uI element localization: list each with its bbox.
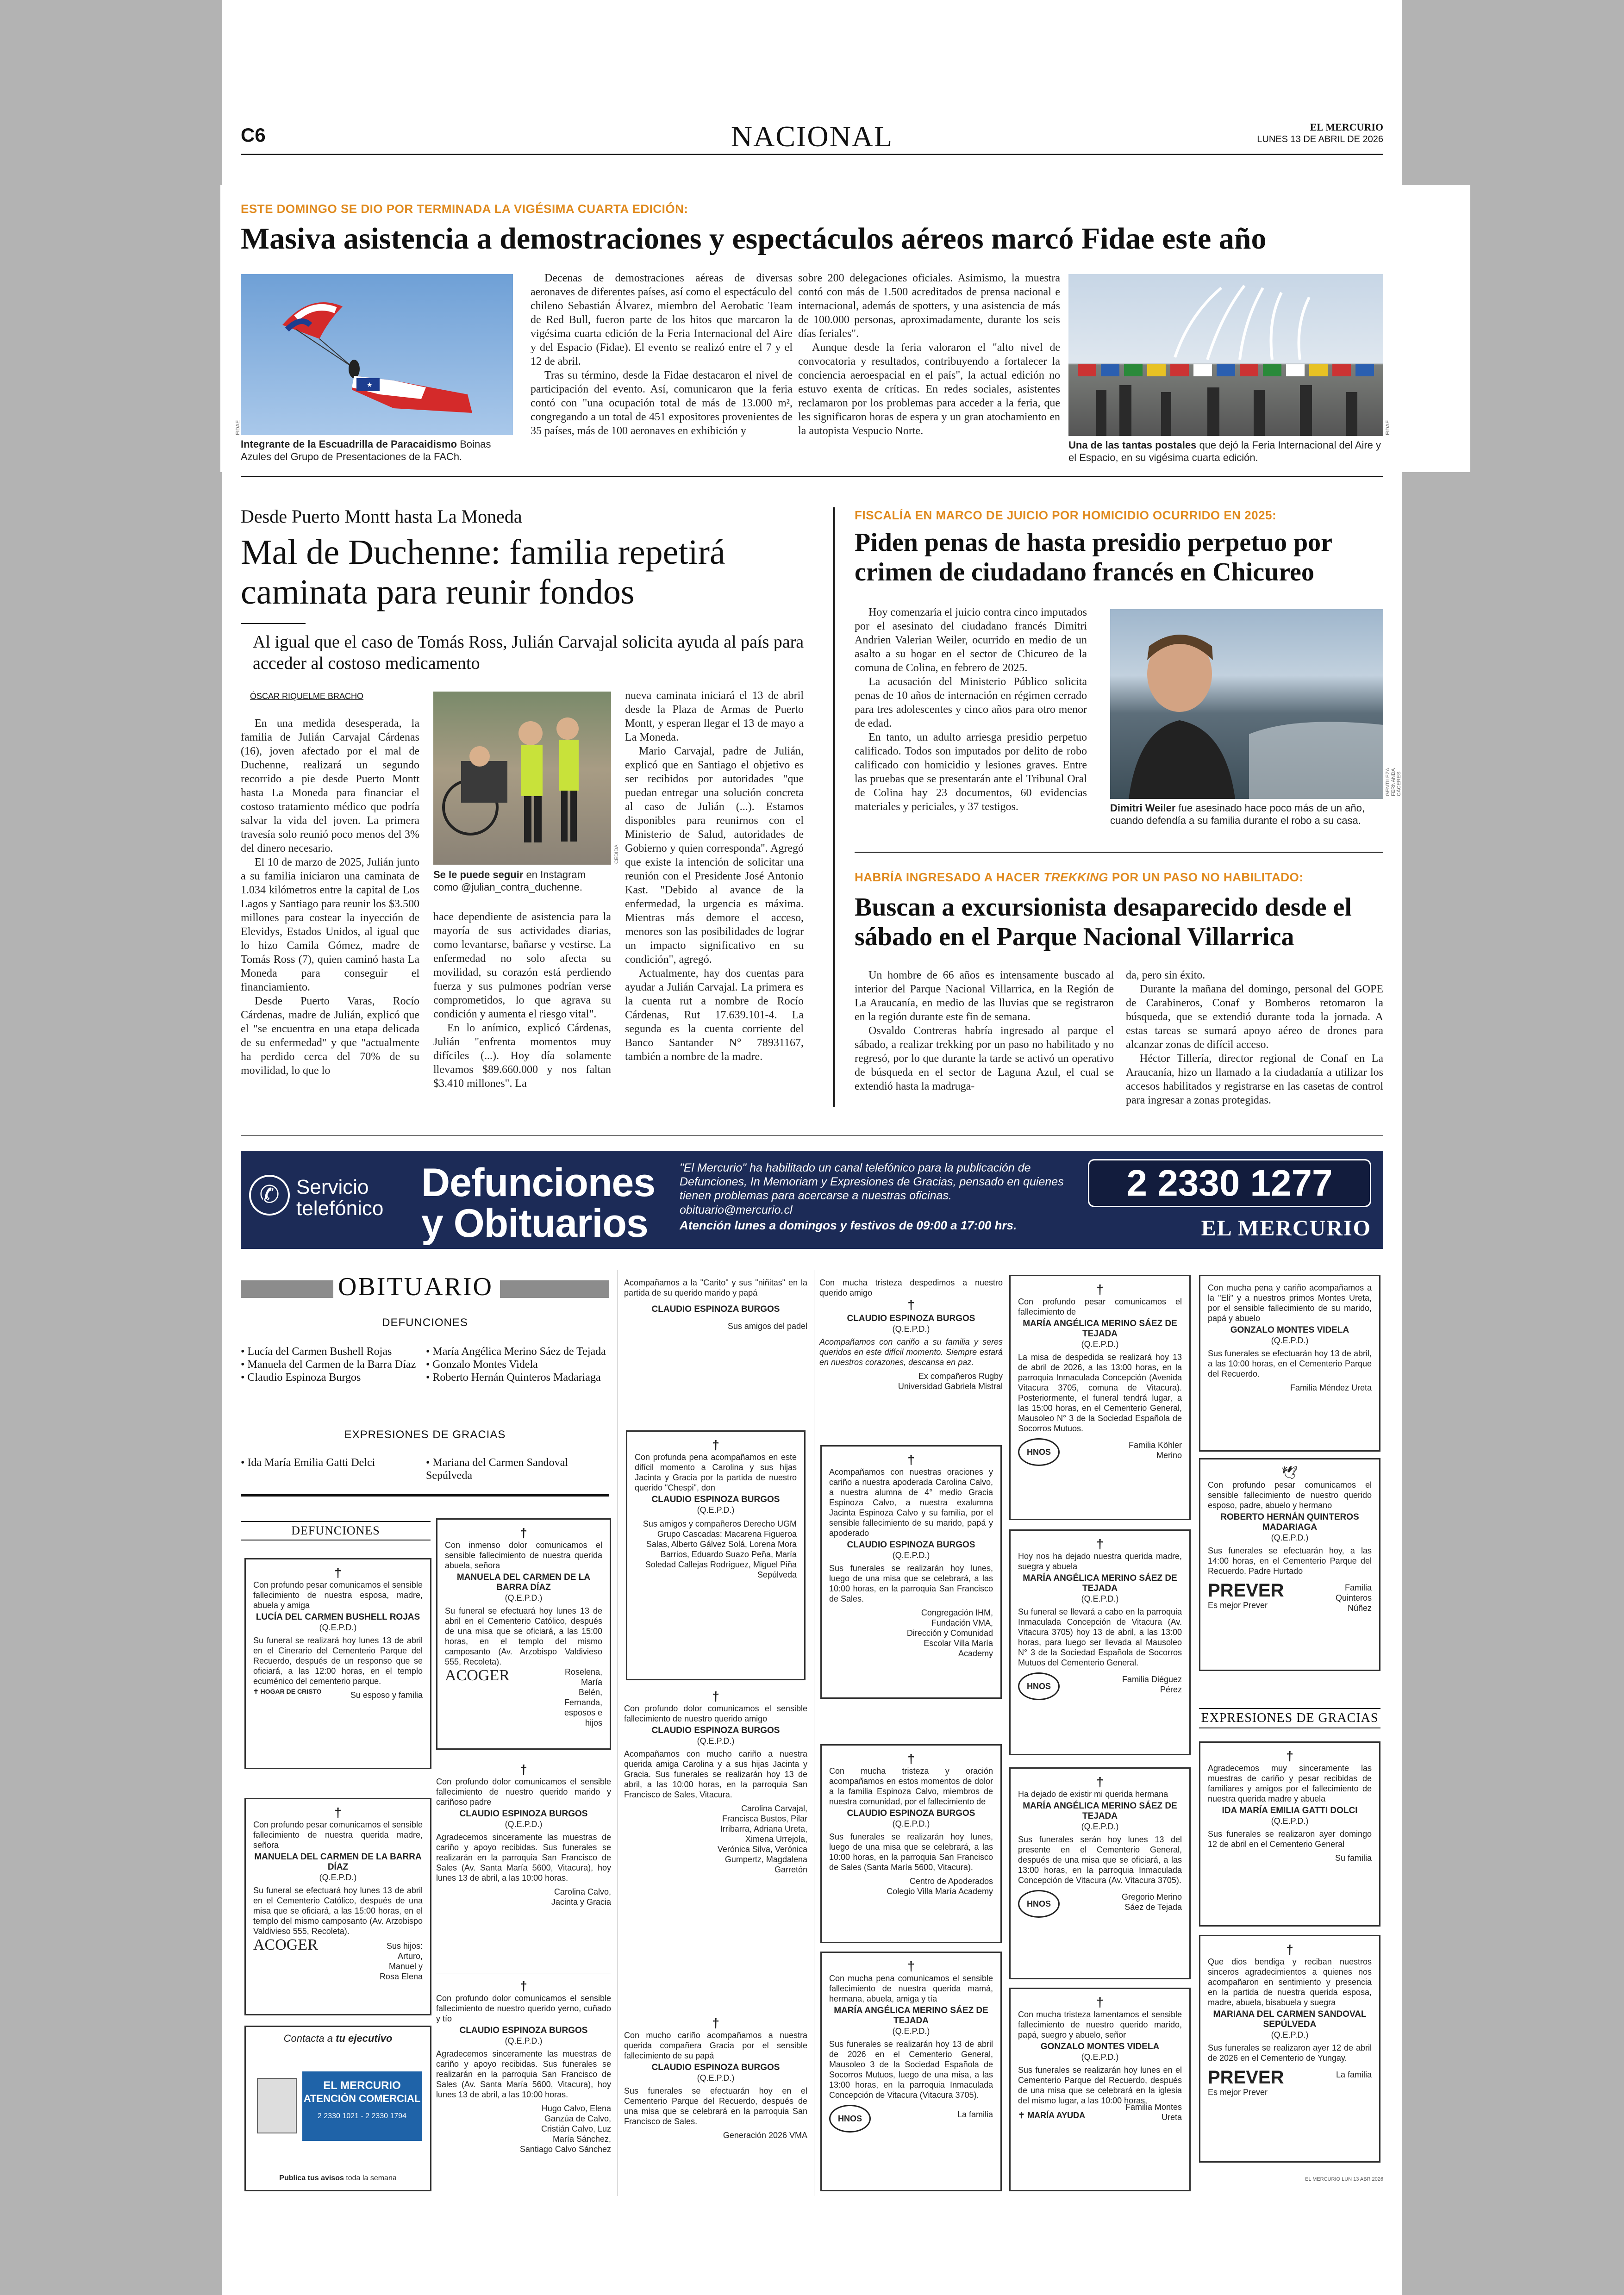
duchenne-col1 (241, 717, 419, 1078)
notice-intro: Acompañamos con nuestras oraciones y cariño a nuestra apoderada Carolina Calvo, a nuestra alumna de 4° medio Gracia Espinoza Calvo, a nuestra exalumna Jacinta Espinoza Calvo y su familia, por el sensible fallecimiento de su marido, papá y apoderado (829, 1467, 993, 1538)
duchenne-kicker: Desde Puerto Montt hasta La Moneda (241, 506, 522, 527)
notice-details: Sus funerales se efectuarán hoy, a las 14:00 horas, en el Cementerio Parque del Recuerdo. Padre Hurtado (1208, 1546, 1372, 1576)
fidae-col2 (798, 271, 1060, 438)
chicureo-rule (855, 852, 1383, 853)
executive-phones: 2 2330 1021 - 2 2330 1794 (317, 2112, 407, 2120)
notice-qepd: (Q.E.P.D.) (697, 2073, 735, 2083)
notice-name: CLAUDIO ESPINOZA BURGOS (651, 1726, 780, 1735)
notice-name: GONZALO MONTES VIDELA (1230, 1325, 1349, 1335)
index-def-label: DEFUNCIONES (382, 1316, 468, 1329)
notice-qepd: (Q.E.P.D.) (892, 1324, 930, 1334)
chicureo-p1: Hoy comenzaría el juicio contra cinco imputados por el asesinato del ciudadano francés Dimitri Andrien Valerian Weiler, ocurrido en medio de un asalto a su hogar en el sector de Chicureo de la comuna de Colina, en febrero de 2025. (855, 606, 1087, 674)
weiler-caption-text: fue asesinado hace poco más de un año, cuando defendía a su familia durante el robo a su casa. (1110, 802, 1365, 826)
chicureo-kicker: FISCALÍA EN MARCO DE JUICIO POR HOMICIDIO OCURRIDO EN 2025: (855, 508, 1277, 522)
villarrica-p1: Un hombre de 66 años es intensamente buscado al interior del Parque Nacional Villarrica, en la Región de La Araucanía, en medio de las lluvias que se registraron en la región durante este fin de semana. (855, 969, 1114, 1023)
notice-intro: Ha dejado de existir mi querida hermana (1018, 1790, 1168, 1799)
duchenne-col2-p2: En lo anímico, explicó Cárdenas, Julián "enfrenta momentos muy difíciles (...). Hoy día solamente llevamos $89.660.000 y nos faltan $3.410 millones". La (433, 1022, 611, 1090)
notice-name: MARIANA DEL CARMEN SANDOVAL SEPÚLVEDA (1213, 2009, 1367, 2029)
notice-gonzalo-mendez (1199, 1275, 1380, 1452)
maria-ayuda-logo: ✝ MARÍA AYUDA (1018, 2111, 1086, 2120)
cross-icon: † (520, 1526, 527, 1540)
notice-intro: Acompañamos a la "Carito" y sus "niñitas" en la partida de su querido marido y papá (624, 1278, 807, 1297)
cross-icon: † (907, 1453, 915, 1467)
notice-qepd: (Q.E.P.D.) (1081, 1822, 1119, 1831)
notice-signature: Carolina Carvajal, Francisca Bustos, Pilar Irribarra, Adriana Ureta, Ximena Urrejola, Verónica Silva, Verónica Gumpertz, Magdalena Garretón (717, 1804, 807, 1874)
villarrica-col1 (855, 968, 1114, 1093)
portrait-illustration (1110, 609, 1383, 799)
chicureo-p3: En tanto, un adulto arriesga presidio perpetuo calificado. Todos son imputados por delito de robo calificado con homicidio y lesiones graves. Entre las pruebas que se presentarán ante el Tribunal Oral de Colina hay 23 documentos, 60 evidencias materiales y periciales, y 37 testigos. (855, 731, 1087, 813)
duchenne-col2-p1: hace dependiente de asistencia para la mayoría de sus actividades diarias, como levantarse, bañarse y vestirse. La enfermedad no solo afecta su movilidad, su corazón está perdiendo fuerza y sus pulmones podrían verse comprometidos, lo que agrava su condición y aumenta el riesgo vital". (433, 911, 611, 1020)
notice-manuela-hijos (244, 1798, 431, 2015)
notice-signature: Familia Montes Ureta (1125, 2102, 1182, 2122)
notice-name: MARÍA ANGÉLICA MERINO SÁEZ DE TEJADA (1023, 1801, 1177, 1821)
notice-intro: Con mucha tristeza y oración acompañamos en estos momentos de dolor a la familia Espinoza Calvo, miembros de nuestra comunidad, por el fallecimiento de (829, 1766, 993, 1806)
walk-caption-text: en Instagram como @julian_contra_duchenne. (433, 869, 586, 893)
executive-brand: EL MERCURIO (323, 2079, 401, 2092)
banner-service2: telefónico (296, 1197, 384, 1220)
notice-intro: Agradecemos muy sinceramente las muestras de cariño y pesar recibidas de familiares y amigos por el fallecimiento de nuestra querida madre y abuela (1208, 1764, 1372, 1803)
notice-qepd: (Q.E.P.D.) (892, 1819, 930, 1828)
villarrica-kicker-em: TREKKING (1043, 870, 1109, 884)
notice-qepd: (Q.E.P.D.) (319, 1623, 357, 1632)
notice-roberto (1199, 1458, 1380, 1671)
obituary-phone-banner (241, 1151, 1383, 1249)
notice-claudio-yerno (436, 1979, 611, 2154)
notice-details: Sus funerales se realizaron ayer domingo 12 de abril en el Cementerio General (1208, 1829, 1372, 1849)
notice-maria-hermana (1009, 1767, 1191, 1979)
notice-intro: Con mucha pena y cariño acompañamos a la "Eli" y a nuestros primos Montes Ureta, por el sensible fallecimiento de su marido, papá y abuelo (1208, 1283, 1372, 1323)
hogar-de-cristo-logo: ✝ HOGAR DE CRISTO (253, 1688, 322, 1695)
villarrica-p3: da, pero sin éxito. (1126, 969, 1206, 981)
airshow-illustration (1068, 274, 1383, 436)
duchenne-col2 (433, 910, 611, 1091)
villarrica-p5: Héctor Tillería, director regional de Conaf en La Araucanía, hizo un llamado a la ciudadanía a utilizar los accesos habilitados y registrarse en las casetas de control para ingresar a zonas protegidas. (1126, 1053, 1383, 1106)
weiler-caption-bold: Dimitri Weiler (1110, 802, 1176, 814)
notice-qepd: (Q.E.P.D.) (319, 1873, 357, 1882)
notice-signature: Hugo Calvo, Elena Ganzúa de Calvo, Cristián Calvo, Luz María Sánchez, Santiago Calvo Sánchez (519, 2104, 611, 2154)
cross-icon: † (520, 1762, 527, 1777)
obituario-title: OBITUARIO (338, 1272, 493, 1301)
notice-name: MANUELA DEL CARMEN DE LA BARRA DÍAZ (254, 1852, 422, 1872)
news-bottom-rule (241, 1135, 1383, 1136)
cross-icon: † (334, 1805, 342, 1820)
villarrica-kicker-post: POR UN PASO NO HABILITADO: (1112, 870, 1304, 884)
villarrica-headline: Buscan a excursionista desaparecido desde el sábado en el Parque Nacional Villarrica (855, 893, 1352, 951)
notice-details: Sus funerales se efectuarán hoy 13 de abril, a las 10:00 horas, en el Cementerio Parque del Recuerdo. (1208, 1349, 1372, 1378)
index-def-right (426, 1345, 609, 1384)
notice-details: Sus funerales se efectuarán hoy en el Cementerio Parque del Recuerdo, después de una misa que se celebrará en la parroquia San Francisco de Sales. (624, 2086, 807, 2126)
contact-executive-ad (244, 2026, 431, 2191)
notice-signature: Sus amigos del padel (727, 1322, 807, 1331)
cross-icon: † (712, 1438, 719, 1452)
notice-signature: Familia Diéguez Pérez (1122, 1675, 1182, 1694)
notice-details: Sus funerales serán hoy lunes 13 del presente en el Cementerio General, después de una misa que se oficiará, a las 13:00 horas, en la parroquia Inmaculada Concepción de Vitacura (Av. Vitacura 3705). (1018, 1835, 1182, 1885)
dove-icon: 🕊 (1281, 1466, 1298, 1480)
banner-service1: Servicio (296, 1176, 369, 1198)
notice-qepd: (Q.E.P.D.) (1271, 1336, 1309, 1345)
notice-signature: Ex compañeros Rugby Universidad Gabriela Mistral (898, 1372, 1003, 1391)
index-exp-left (241, 1456, 417, 1469)
walk-photo (433, 692, 611, 865)
duchenne-col3-p1: nueva caminata iniciará el 13 de abril desde la Plaza de Armas de Puerto Montt, y esperan llegar el 13 de mayo a La Moneda. (625, 690, 804, 743)
notice-qepd: (Q.E.P.D.) (697, 1736, 735, 1746)
notice-qepd: (Q.E.P.D.) (505, 1593, 543, 1603)
notice-qepd: (Q.E.P.D.) (892, 1551, 930, 1560)
notice-name: CLAUDIO ESPINOZA BURGOS (847, 1540, 975, 1550)
executive-title-pre: Contacta a (283, 2033, 333, 2044)
hnos-logo: HNOS (1018, 1672, 1060, 1700)
flags-airshow-photo (1068, 274, 1383, 436)
notice-qepd: (Q.E.P.D.) (1081, 1340, 1119, 1349)
notice-details: Agradecemos sinceramente las muestras de cariño y apoyo recibidas. Sus funerales se realizarán en la parroquia San Francisco de Sales (Av. Santa María 5600, Vitacura), hoy lunes 13 de abril, a las 10:00 horas. (436, 2049, 611, 2099)
notice-qepd: (Q.E.P.D.) (505, 2036, 543, 2046)
weiler-credit: GENTILEZA FERNANDA CÁCERES (1385, 768, 1402, 796)
notice-claudio-padel (624, 1278, 807, 1331)
banner-phone: 2 2330 1277 (1088, 1159, 1371, 1207)
villarrica-kicker-pre: HABRÍA INGRESADO A HACER (855, 870, 1040, 884)
hnos-logo: HNOS (829, 2105, 871, 2133)
notice-details: Sus funerales se realizarán hoy lunes en el Cementerio Parque del Recuerdo, después de una misa que se celebrará en la iglesia del mismo lugar, a las 10:00 horas. (1018, 2065, 1182, 2105)
chicureo-headline: Piden penas de hasta presidio perpetuo por crimen de ciudadano francés en Chicureo (855, 528, 1332, 586)
fidae-bottom-rule (241, 476, 1383, 477)
notice-signature: Congregación IHM, Fundación VMA, Dirección y Comunidad Escolar Villa María Academy (906, 1608, 993, 1658)
logo-text: HOGAR DE CRISTO (260, 1688, 322, 1695)
notice-claudio-chespi (626, 1430, 806, 1680)
notice-qepd: (Q.E.P.D.) (892, 2027, 930, 2036)
executive-footer (246, 2173, 430, 2183)
notice-details: Sus funerales se realizarán hoy lunes, luego de una misa que se celebrará, a las 10:00 horas, en la parroquia San Francisco de Sales. (829, 1564, 993, 1603)
fidae-caption-left (241, 438, 518, 463)
notice-signature: Familia Méndez Ureta (1290, 1383, 1372, 1392)
notice-intro: Con profundo pesar comunicamos el sensible fallecimiento de nuestra esposa, madre, abuela y amiga (253, 1580, 423, 1610)
notice-gonzalo-familia (1009, 1988, 1191, 2191)
notice-ida (1199, 1741, 1380, 1927)
notice-name: MANUELA DEL CARMEN DE LA BARRA DÍAZ (456, 1572, 591, 1592)
notice-maria-familia (820, 1952, 1002, 2191)
notice-mariana (1199, 1935, 1380, 2163)
index-entry: • Ida María Emilia Gatti Delci (241, 1457, 375, 1469)
duchenne-deck-marker (241, 623, 306, 624)
notice-signature: La familia (1336, 2070, 1372, 2079)
notice-intro: Con mucha tristeza lamentamos el sensible fallecimiento de nuestro querido marido, papá, suegro y abuelo, señor (1018, 2010, 1182, 2039)
notice-intro: Con profundo pesar comunicamos el fallecimiento de (1018, 1297, 1182, 1316)
notice-intro: Con inmenso dolor comunicamos el sensible fallecimiento de nuestra querida abuela, señora (445, 1540, 602, 1570)
index-def-left (241, 1345, 417, 1384)
notice-maria-kohler (1009, 1275, 1191, 1520)
logo-sub: Es mejor Prever (1208, 1601, 1268, 1610)
parachute-illustration (241, 274, 513, 435)
duchenne-byline: ÓSCAR RIQUELME BRACHO (250, 692, 364, 701)
duchenne-headline: Mal de Duchenne: familia repetirá caminata para reunir fondos (241, 533, 725, 611)
obituario-bar-left (241, 1280, 333, 1298)
notice-intro: Con profundo pesar comunicamos el sensible fallecimiento de nuestra querida madre, señora (253, 1820, 423, 1850)
weiler-photo (1110, 609, 1383, 799)
banner-text: "El Mercurio" ha habilitado un canal telefónico para la publicación de Defunciones, In Memoriam y Expresiones de Gracias, pensado en quienes tienen problemas para acercarse a nuestras oficinas. (680, 1161, 1064, 1202)
executive-title (253, 2033, 423, 2044)
notice-name: CLAUDIO ESPINOZA BURGOS (651, 1304, 780, 1314)
credit-right: FIDAE (1385, 420, 1391, 435)
notice-qepd: (Q.E.P.D.) (505, 1820, 543, 1829)
cross-icon: † (712, 2016, 719, 2030)
newspaper-stack-icon (257, 2078, 297, 2133)
duchenne-col1-p1: En una medida desesperada, la familia de Julián Carvajal Cárdenas (16), joven afectado por el mal de Duchenne, realizará un segundo recorrido a pie desde Puerto Montt hasta La Moneda para financiar el costoso tratamiento médico que podría salvar la vida del joven. La primera travesía solo reunió poco menos del 3% del dinero necesario. (241, 717, 419, 854)
notice-qepd: (Q.E.P.D.) (697, 1505, 735, 1515)
expresiones-section-label: EXPRESIONES DE GRACIAS (1199, 1708, 1380, 1728)
notice-qepd: (Q.E.P.D.) (1271, 1533, 1309, 1542)
notice-signature: Roselena, María Belén, Fernanda, esposos e hijos (564, 1667, 602, 1727)
fidae-caption-left-text: Boinas Azules del Grupo de Presentaciones de la FACh. (241, 438, 491, 462)
notice-details: Su funeral se efectuará hoy lunes 13 de abril en el Cementerio Católico, después de una misa que se oficiará, a las 15:00 horas, en el templo del mismo camposanto (Av. Arzobispo Valdivieso 555, Recoleta). (445, 1606, 602, 1666)
executive-title-em: tu ejecutivo (336, 2033, 393, 2044)
cross-icon: † (907, 1297, 915, 1312)
banner-title1: Defunciones (421, 1160, 656, 1205)
column-divider (833, 507, 835, 1107)
fidae-col1 (531, 271, 793, 438)
acoger-logo: ACOGER (445, 1667, 510, 1684)
cross-icon: † (1096, 1537, 1104, 1551)
banner-brand: EL MERCURIO (1201, 1216, 1371, 1241)
fidae-col1-p2: Tras su término, desde la Fidae destacaron el nivel de participación del evento. Así, comunicaron que la feria contó con "una ocupación total de más de 13.000 m², congregando a un total de 451 expositores provenientes de 35 países, más de 100 aeronaves en exhibición y (531, 369, 793, 437)
notice-signature: Gregorio Merino Sáez de Tejada (1121, 1892, 1182, 1912)
cross-icon: † (1096, 1282, 1104, 1297)
executive-footer-b: Publica tus avisos (279, 2174, 344, 2182)
fidae-caption-right (1068, 439, 1383, 464)
fidae-col2-p1: sobre 200 delegaciones oficiales. Asimismo, la muestra contó con más de 1.500 acreditados de prensa nacional e internacional, además de spotters, y una asistencia de más de 100.000 personas, aproximadamente, durante los seis días feriales". (798, 272, 1060, 340)
notice-intro: Que dios bendiga y reciban nuestros sinceros agradecimientos a quienes nos acompañaron en sentimiento y presencia en la partida de nuestra querida esposa, madre, abuela, bisabuela y suegra (1208, 1957, 1372, 2007)
banner-email: obituario@mercurio.cl (680, 1204, 793, 1216)
fidae-caption-right-text: que dejó la Feria Internacional del Aire y el Espacio, en su vigésima cuarta edición. (1068, 439, 1381, 463)
notice-intro: Con profundo pesar comunicamos el sensible fallecimiento de nuestro querido esposo, padre, abuelo y hermano (1208, 1480, 1372, 1510)
notice-intro: Con profundo dolor comunicamos el sensible fallecimiento de nuestro querido yerno, cuñado y tío (436, 1994, 611, 2023)
notice-qepd: (Q.E.P.D.) (1271, 1816, 1309, 1826)
notice-details: Sus funerales se realizaron ayer 12 de abril de 2026 en el Cementerio de Yungay. (1208, 2043, 1372, 2063)
notice-details: Su funeral se realizará hoy lunes 13 de abril en el Cinerario del Cementerio Parque del Recuerdo, después de un responso que se oficiará, a las 12:00 horas, en el templo ecuménico del cementerio parque. (253, 1636, 423, 1686)
notice-name: LUCÍA DEL CARMEN BUSHELL ROJAS (256, 1612, 420, 1622)
index-exp-right (426, 1456, 609, 1482)
duchenne-col3-p3: Actualmente, hay dos cuentas para ayudar a Julián Carvajal. La primera es la cuenta rut a nombre de Rocío Cárdenas, Rut 17.639.101-4. La segunda es la cuenta corriente del Banco Santander N° 78931167, también a nombre de la madre. (625, 967, 804, 1063)
index-entry: • Gonzalo Montes Videla (426, 1359, 538, 1371)
duchenne-deck: Al igual que el caso de Tomás Ross, Julián Carvajal solicita ayuda al país para acceder al costoso medicamento (253, 632, 804, 673)
duchenne-col3 (625, 689, 804, 1064)
fidae-caption-left-bold: Integrante de la Escuadrilla de Paracaidismo (241, 438, 457, 450)
notice-signature: La familia (957, 2110, 993, 2119)
index-entry: • Claudio Espinoza Burgos (241, 1372, 361, 1384)
notice-details: Sus funerales se realizarán hoy lunes, luego de una misa que se celebrará, a las 10:00 horas, en la parroquia San Francisco de Sales (Santa María 5600, Vitacura). (829, 1832, 993, 1872)
duchenne-col1-p3: Desde Puerto Varas, Rocío Cárdenas, madre de Julián, explicó que el "se encuentra en una etapa delicada de su enfermedad" y que "actualmente ha perdido cerca del 70% de su movilidad, lo que lo (241, 995, 419, 1077)
notice-signature: Carolina Calvo, Jacinta y Gracia (551, 1887, 611, 1907)
notice-signature: Generación 2026 VMA (723, 2131, 807, 2140)
section-title: NACIONAL (731, 120, 893, 153)
notice-name: MARÍA ANGÉLICA MERINO SÁEZ DE TEJADA (1023, 1319, 1177, 1339)
walk-caption-bold: Se le puede seguir (433, 869, 524, 880)
cross-icon: † (334, 1565, 342, 1580)
notice-intro: Con profundo dolor comunicamos el sensible fallecimiento de nuestro querido marido y cariñoso padre (436, 1777, 611, 1807)
villarrica-p2: Osvaldo Contreras habría ingresado al parque el sábado, a realizar trekking por un paso no habilitado y no regresó, por lo que durante la tarde se activó un operativo de búsqueda en el sector de Laguna Azul, el cual se extendió hasta la madruga- (855, 1025, 1114, 1092)
notice-details: Su funeral se llevará a cabo en la parroquia Inmaculada Concepción de Vitacura (Av. Vitacura 3705) hoy 13 de abril, a las 13:00 horas, para luego ser llevada al Mausoleo N° 3 de la Sociedad Española de Socorros Mutuos del Cementerio General. (1018, 1607, 1182, 1667)
logo-sub: Es mejor Prever (1208, 2088, 1268, 2097)
fidae-caption-right-bold: Una de las tantas postales (1068, 439, 1197, 451)
index-rule (241, 1494, 609, 1497)
banner-hours: Atención lunes a domingos y festivos de 09:00 a 17:00 hrs. (680, 1218, 1017, 1232)
notice-claudio-apoderados (820, 1744, 1002, 1943)
fidae-kicker: ESTE DOMINGO SE DIO POR TERMINADA LA VIGÉSIMA CUARTA EDICIÓN: (241, 202, 688, 216)
crowd (1096, 385, 1357, 436)
notice-name: CLAUDIO ESPINOZA BURGOS (459, 2026, 588, 2035)
logo-text: PREVER (1208, 2067, 1284, 2088)
defunciones-section-label: DEFUNCIONES (241, 1521, 431, 1540)
chicureo-p2: La acusación del Ministerio Público solicita penas de 10 años de internación en régimen cerrado para tres adolescentes y cinco años para otro menor de edad. (855, 676, 1087, 730)
notice-intro: Con mucha pena comunicamos el sensible fallecimiento de nuestra querida mamá, hermana, abuela, amiga y tía (829, 1974, 993, 2003)
index-entry: • Manuela del Carmen de la Barra Díaz (241, 1359, 416, 1371)
walk-credit: CEDIDA (614, 844, 619, 864)
notice-name: MARÍA ANGÉLICA MERINO SÁEZ DE TEJADA (1023, 1573, 1177, 1593)
notice-name: GONZALO MONTES VIDELA (1040, 2042, 1160, 2052)
fidae-col1-p1: Decenas de demostraciones aéreas de diversas aeronaves de diferentes países, así como el espectáculo del chileno Sebastián Álvarez, miembro del Aerobatic Team de Red Bull, fueron parte de los hitos que marcaron la vigésima cuarta edición de la Feria Internacional del Aire y del Espacio (Fidae). El evento se realizó entre el 7 y el 12 de abril. (531, 272, 793, 368)
notice-name: MARÍA ANGÉLICA MERINO SÁEZ DE TEJADA (834, 2006, 988, 2026)
notice-claudio-rugby (819, 1278, 1003, 1391)
notice-intro: Con mucha tristeza despedimos a nuestro querido amigo (819, 1278, 1003, 1297)
index-exp-label: EXPRESIONES DE GRACIAS (344, 1428, 506, 1441)
chicureo-text (855, 605, 1087, 814)
notice-claudio-ihm (820, 1445, 1002, 1699)
notice-details: Acompañamos con cariño a su familia y seres queridos en este difícil momento. Siempre estará en nuestros corazones, descansa en paz. (819, 1337, 1003, 1367)
notice-details: Agradecemos sinceramente las muestras de cariño y apoyo recibidas. Sus funerales se realizarán en la parroquia San Francisco de Sales (Av. Santa María 5600, Vitacura), hoy lunes 13 de abril, a las 10:00 horas. (436, 1833, 611, 1883)
executive-footer-text: toda la semana (346, 2174, 397, 2182)
notice-details: Su funeral se efectuará hoy lunes 13 de abril en el Cementerio Católico, después de una misa que se oficiará, a las 15:00 horas, en el templo del mismo camposanto (Av. Arzobispo Valdivieso 555, Recoleta). (253, 1886, 423, 1936)
notice-name: CLAUDIO ESPINOZA BURGOS (651, 2063, 780, 2072)
fidae-headline: Masiva asistencia a demostraciones y espectáculos aéreos marcó Fidae este año (241, 222, 1267, 256)
notice-lucia (244, 1558, 431, 1769)
page-footer: EL MERCURIO LUN 13 ABR 2026 (1305, 2177, 1383, 2182)
villarrica-p4: Durante la mañana del domingo, personal del GOPE de Carabineros, Conaf y Bomberos retomaron la búsqueda, que se extendió durante toda la jornada. A estas tareas se sumará apoyo aéreo de drones para alcanzar zonas de difícil acceso. (1126, 983, 1383, 1051)
cross-icon: † (1286, 1749, 1293, 1763)
index-entry: • Lucía del Carmen Bushell Rojas (241, 1346, 392, 1358)
executive-service: ATENCIÓN COMERCIAL (303, 2093, 421, 2104)
index-entry: • María Angélica Merino Sáez de Tejada (426, 1346, 606, 1358)
notice-intro: Con profunda pena acompañamos en este difícil momento a Carolina y sus hijas Jacinta y Gracia por la partida de nuestro querido "Chespi", don (635, 1453, 797, 1492)
fidae-col2-p2: Aunque desde la feria valoraron el "alto nivel de convocatoria y resultados, contribuyendo a fortalecer la conciencia aeroespacial en el país", la actual edición no estuvo exenta de críticas. En redes sociales, asistentes reclamaron por los problemas para acceder a la feria, que les significaron horas de espera y un gran atochamiento en la autopista Vespucio Norte. (798, 342, 1060, 437)
notice-name: CLAUDIO ESPINOZA BURGOS (651, 1495, 780, 1504)
notice-details: Acompañamos con mucho cariño a nuestra querida amiga Carolina y a sus hijas Jacinta y Gracia. Sus funerales se realizarán hoy 13 de abril, a las 10:00 horas, en la parroquia San Francisco de Sales, Vitacura. (624, 1749, 807, 1799)
notice-name: IDA MARÍA EMILIA GATTI DOLCI (1222, 1806, 1358, 1815)
hnos-logo: HNOS (1018, 1438, 1060, 1466)
page-number: C6 (241, 124, 266, 146)
notice-claudio-esposa (436, 1763, 611, 1907)
notice-details: Sus funerales se realizarán hoy 13 de abril de 2026 en el Cementerio General, Mausoleo 3 de la Sociedad Española de Socorros Mutuos, luego de una misa, a las 13:00 horas, en la parroquia Inmaculada Concepción de Vitacura (Vitacura 3705). (829, 2039, 993, 2100)
notice-intro: Con mucho cariño acompañamos a nuestra querida compañera Gracia por el sensible fallecimiento de su papá (624, 2031, 807, 2060)
villarrica-kicker (855, 870, 1303, 885)
executive-card (302, 2071, 422, 2141)
cross-icon: † (907, 1959, 915, 1973)
flag-row (1078, 364, 1374, 376)
cross-icon: † (712, 1689, 719, 1703)
obituario-bar-right (500, 1280, 609, 1298)
masthead-date: LUNES 13 DE ABRIL DE 2026 (1257, 134, 1383, 144)
parachutist-photo (241, 274, 513, 435)
notice-claudio-amigo (624, 1690, 807, 1875)
duchenne-col1-p2: El 10 de marzo de 2025, Julián junto a su familia iniciaron una caminata de 1.034 kilómetros entre la capital de Los Lagos y Santiago para reunir los $3.500 millones para costear la inyección de Elevidys, Estados Unidos, al igual que lo hizo Camila Gómez, madre de Tomás Ross (7), quien caminó hasta La Moneda para conseguir el financiamiento. (241, 856, 419, 993)
phone-icon: ✆ (249, 1175, 290, 1216)
notice-signature: Sus hijos: Arturo, Manuel y Rosa Elena (379, 1941, 423, 1981)
notice-name: ROBERTO HERNÁN QUINTEROS MADARIAGA (1220, 1512, 1359, 1532)
notice-signature: Familia Köhler Merino (1128, 1441, 1182, 1460)
logo-text: MARÍA AYUDA (1027, 2111, 1086, 2120)
header-rule (241, 154, 1383, 155)
notice-name: CLAUDIO ESPINOZA BURGOS (847, 1314, 975, 1323)
walk-illustration (433, 692, 611, 865)
cross-icon: † (520, 1979, 527, 1993)
notice-signature: Sus amigos y compañeros Derecho UGM Grupo Cascadas: Macarena Figueroa Salas, Alberto Gálvez Solá, Lorena Mora Barrios, Eduardo Suazo Peña, María Soledad Callejas Rodríguez, Miguel Piña Sepúlveda (643, 1519, 797, 1579)
notice-maria-dieguez (1009, 1529, 1191, 1755)
notice-qepd: (Q.E.P.D.) (1081, 1594, 1119, 1603)
index-entry: • Mariana del Carmen Sandoval Sepúlveda (426, 1457, 568, 1482)
newspaper-page (222, 0, 1402, 2295)
notice-signature: Su esposo y familia (350, 1690, 423, 1700)
notice-qepd: (Q.E.P.D.) (1271, 2030, 1309, 2039)
index-entry: • Roberto Hernán Quinteros Madariaga (426, 1372, 601, 1384)
acoger-logo: ACOGER (253, 1936, 318, 1953)
notice-name: CLAUDIO ESPINOZA BURGOS (847, 1809, 975, 1818)
notice-intro: Hoy nos ha dejado nuestra querida madre, suegra y abuela (1018, 1552, 1182, 1571)
notice-signature: Su familia (1335, 1853, 1372, 1863)
notice-signature: Familia Quinteros Núñez (1335, 1583, 1372, 1613)
cross-icon: † (1286, 1942, 1293, 1957)
cross-icon: † (1096, 1995, 1104, 2009)
credit-left: FIDAE (235, 420, 241, 435)
cross-icon: † (1096, 1775, 1104, 1789)
villarrica-col2 (1126, 968, 1383, 1107)
notice-intro: Con profundo dolor comunicamos el sensible fallecimiento de nuestro querido amigo (624, 1704, 807, 1723)
walk-caption (433, 868, 611, 893)
notice-claudio-gracia (624, 2016, 807, 2140)
notice-details: La misa de despedida se realizará hoy 13 de abril de 2026, a las 13:00 horas, en la parroquia Inmaculada Concepción (Avenida Vitacura 3705, comuna de Vitacura). Posteriormente, el funeral tendrá lugar, a las 15:00 horas, en el Cementerio General, Mausoleo N° 3 de la Sociedad Española de Socorros Mutuos. (1018, 1353, 1182, 1433)
weiler-caption (1110, 802, 1383, 827)
notice-qepd: (Q.E.P.D.) (1081, 2052, 1119, 2062)
cross-icon: † (907, 1752, 915, 1766)
logo-text: PREVER (1208, 1580, 1284, 1601)
notice-name: CLAUDIO ESPINOZA BURGOS (459, 1809, 588, 1819)
notice-manuela-abuela (436, 1518, 611, 1750)
masthead-brand: EL MERCURIO (1310, 121, 1383, 133)
hnos-logo: HNOS (1018, 1890, 1060, 1918)
notice-signature: Centro de Apoderados Colegio Villa María Academy (887, 1877, 993, 1896)
svg-text:★: ★ (367, 382, 373, 389)
banner-title2: y Obituarios (421, 1201, 648, 1246)
duchenne-col3-p2: Mario Carvajal, padre de Julián, explicó que en Santiago el objetivo es ser recibidos por autoridades "que puedan entregar una solución concreta al caso de Julián (...). Estamos disponibles para reunirnos con el Ministerio de Salud, autoridades de Gobierno y quien corresponda". Agregó que existe la intención de solicitar una reunión con el Presidente José Antonio Kast. "Debido al avance de la enfermedad, la urgencia es máxima. Mientras más demore el acceso, menores son las posibilidades de lograr un impacto significativo en su condición", agregó. (625, 745, 804, 966)
